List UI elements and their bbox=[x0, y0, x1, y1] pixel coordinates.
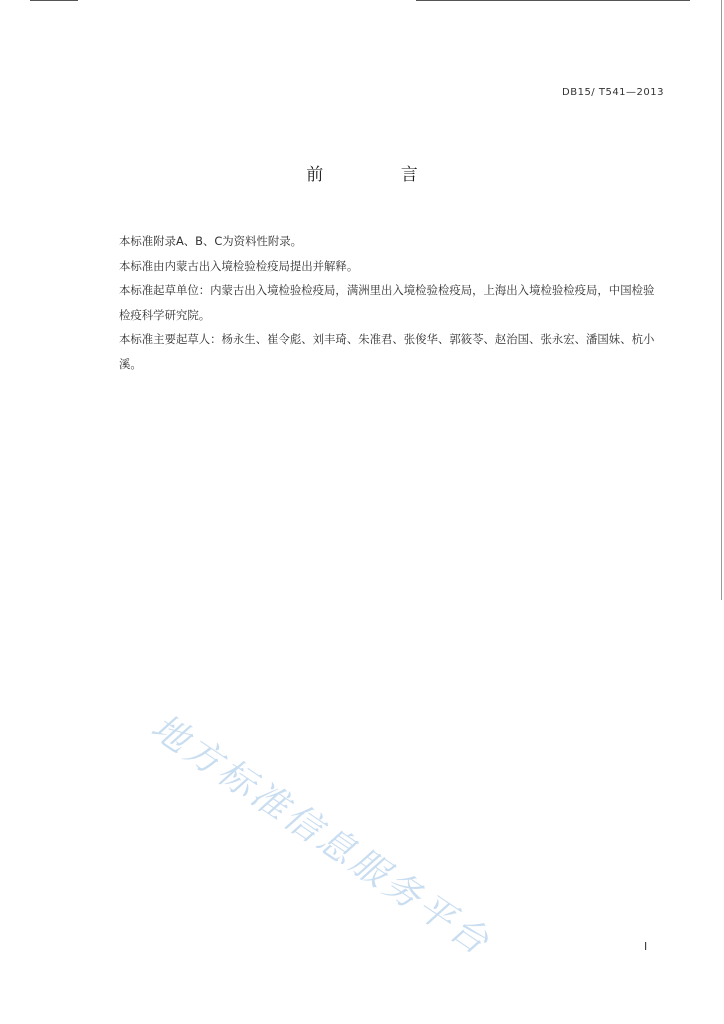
top-rule-right bbox=[416, 0, 690, 1]
page-number: I bbox=[644, 940, 648, 953]
paragraph-proposer: 本标准由内蒙古出入境检验检疫局提出并解释。 bbox=[119, 258, 359, 273]
paragraph-appendix: 本标准附录A、B、C为资料性附录。 bbox=[119, 234, 303, 248]
paragraph-drafters: 本标准主要起草人：杨永生、崔令彪、刘丰琦、朱准君、张俊华、郭筱苓、赵治国、张永宏、潘国妹、杭小溪。 bbox=[119, 332, 655, 371]
paragraph-drafting-units: 本标准起草单位：内蒙古出入境检验检疫局，满洲里出入境检验检疫局，上海出入境检验检疫局，中国检验检疫科学研究院。 bbox=[119, 283, 655, 322]
top-rule-left bbox=[30, 0, 78, 1]
watermark: 地方标准信息服务平台 bbox=[143, 706, 499, 965]
document-code: DB15/ T541—2013 bbox=[562, 87, 664, 98]
page-edge bbox=[721, 0, 722, 600]
page-title: 前 言 bbox=[306, 165, 454, 185]
preface-body bbox=[119, 229, 664, 376]
